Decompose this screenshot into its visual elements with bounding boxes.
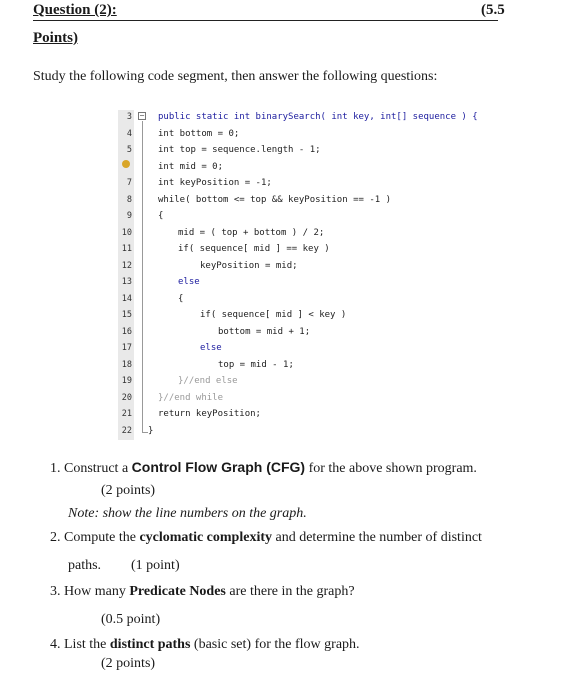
question-text: Construct a [64,461,132,476]
code-line: public static int binarySearch( int key, int[] sequence ) { [158,112,478,122]
code-line: else [178,277,200,287]
code-line: bottom = mid + 1; [218,326,311,337]
question-text: (basic set) for the flow graph. [190,637,360,652]
question-4 [50,637,360,653]
code-line: } [148,425,154,436]
question-text: Compute the [64,530,140,545]
question-keyword: cyclomatic complexity [139,530,272,545]
code-line: { [158,211,164,221]
question-keyword: Predicate Nodes [129,584,226,599]
question-4-points: (2 points) [101,656,156,671]
question-text: are there in the graph? [225,584,355,599]
code-line: }//end else [178,376,238,386]
code-block [118,110,518,440]
question-1 [50,459,477,477]
line-number: 22 [121,425,132,436]
code-line: int keyPosition = -1; [158,178,272,188]
question-keyword: distinct paths [109,637,191,652]
question-text: for the above shown program. [305,461,477,476]
question-3-points: (0.5 point) [101,612,161,627]
line-number: 5 [126,145,132,155]
line-number: 11 [121,244,132,254]
line-number: 19 [121,376,132,386]
line-number: 17 [121,343,132,353]
code-line: int bottom = 0; [158,128,240,139]
code-line: while( bottom <= top && keyPosition == -1 ) [158,194,391,205]
code-line: top = mid - 1; [218,359,294,370]
code-line: if( sequence[ mid ] == key ) [178,244,330,254]
code-line: { [178,293,184,304]
question-points: (5.5 [481,2,505,18]
question-3 [50,584,355,600]
line-number: 18 [121,359,132,370]
line-number: 7 [126,178,132,188]
question-number: 4. [50,637,61,652]
question-2-points: (1 point) [131,558,180,573]
line-number: 4 [126,128,132,139]
fold-line [142,121,143,432]
line-number: 9 [126,211,132,221]
line-number: 21 [121,409,132,419]
line-number: 15 [121,310,132,320]
line-number: 10 [121,227,132,238]
header-rule [33,20,498,21]
code-line: }//end while [158,392,224,403]
question-number: 3. [50,584,61,599]
code-line: keyPosition = mid; [200,260,298,271]
line-number: 13 [121,277,132,287]
code-line: int top = sequence.length - 1; [158,145,321,155]
line-number: 14 [121,293,132,304]
code-line: return keyPosition; [158,409,261,419]
question-number: 2. [50,530,61,545]
question-text: List the [64,637,110,652]
line-number: 3 [126,112,132,122]
code-line: mid = ( top + bottom ) / 2; [178,227,325,238]
question-text: How many [64,584,130,599]
line-number: 12 [121,260,132,271]
line-number: 16 [121,326,132,337]
question-text: and determine the number of distinct [272,530,482,545]
code-line: if( sequence[ mid ] < key ) [200,310,347,320]
question-1-note: Note: show the line numbers on the graph. [68,506,307,521]
question-points-cont: Points) [33,30,78,46]
question-2-cont: paths. [68,558,102,573]
line-number [118,162,132,172]
question-1-points: (2 points) [101,483,156,498]
fold-toggle-icon[interactable]: − [139,111,145,120]
line-number: 8 [126,194,132,205]
code-line: else [200,343,222,353]
intro-text: Study the following code segment, then answer the following questions: [33,69,438,84]
line-number: 20 [121,392,132,403]
question-title: Question (2): [33,2,117,18]
question-2 [50,530,482,546]
question-number: 1. [50,461,61,476]
question-keyword: Control Flow Graph (CFG) [131,459,306,475]
code-line: int mid = 0; [158,161,224,172]
